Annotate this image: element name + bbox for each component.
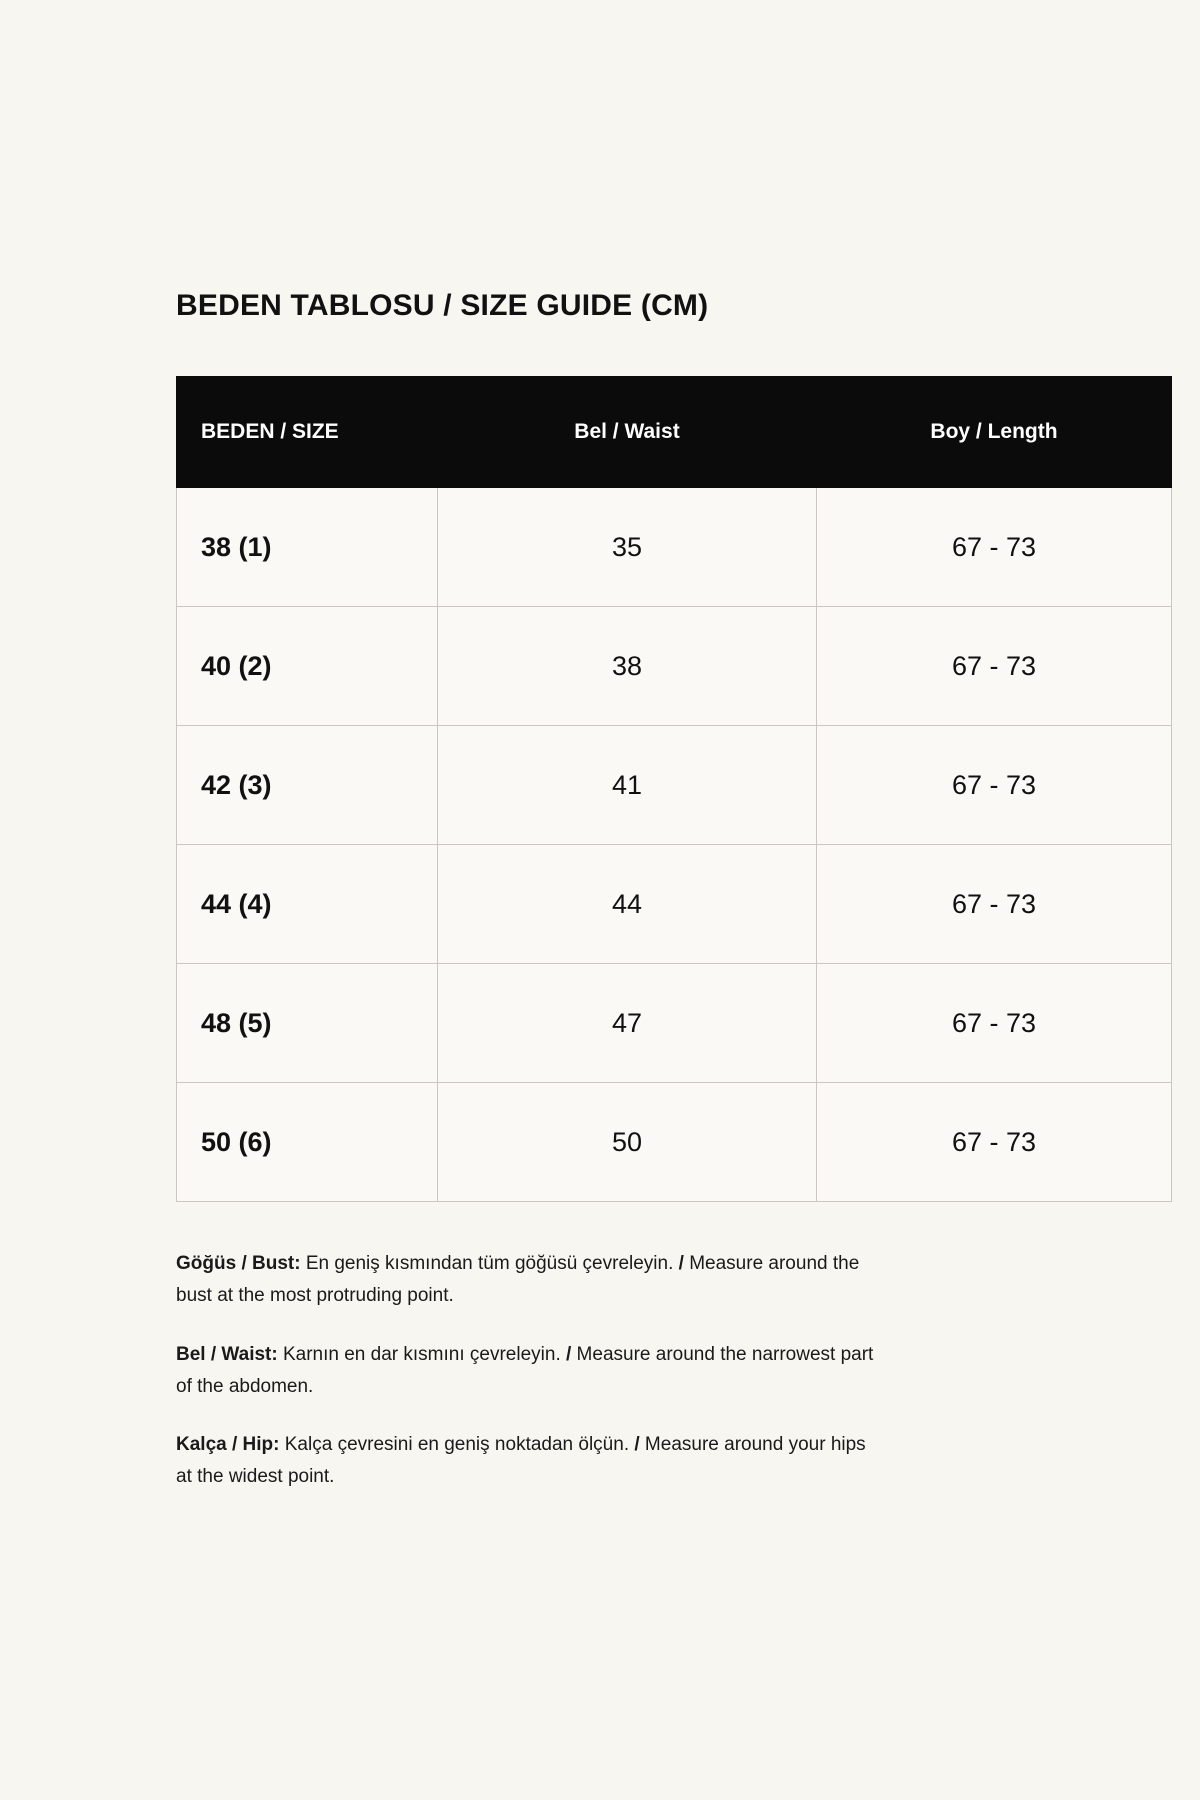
cell-size: 48 (5) — [177, 964, 438, 1083]
table-row — [177, 845, 1172, 964]
cell-length: 67 - 73 — [817, 1083, 1172, 1202]
note-hip-separator: / — [634, 1434, 640, 1456]
note-bust — [176, 1248, 876, 1313]
cell-waist: 41 — [438, 726, 817, 845]
cell-size: 50 (6) — [177, 1083, 438, 1202]
cell-waist: 50 — [438, 1083, 817, 1202]
cell-length: 67 - 73 — [817, 845, 1172, 964]
cell-size: 44 (4) — [177, 845, 438, 964]
cell-waist: 47 — [438, 964, 817, 1083]
table-row — [177, 964, 1172, 1083]
cell-waist: 38 — [438, 607, 817, 726]
note-bust-term: Göğüs / Bust: — [176, 1253, 301, 1274]
note-hip — [176, 1429, 876, 1494]
measurement-notes — [176, 1248, 876, 1494]
content-container — [176, 288, 1058, 1494]
size-table-body — [177, 488, 1172, 1202]
cell-size: 38 (1) — [177, 488, 438, 607]
note-bust-tr: En geniş kısmından tüm göğüsü çevreleyin. — [300, 1253, 679, 1274]
column-header-length: Boy / Length — [817, 377, 1172, 488]
note-bust-en: Measure around the bust at the most protruding point. — [176, 1253, 860, 1307]
note-hip-tr: Kalça çevresini en geniş noktadan ölçün. — [279, 1434, 635, 1456]
size-table — [176, 376, 1172, 1202]
note-bust-separator: / — [678, 1253, 684, 1274]
note-hip-en: Measure around your hips at the widest point. — [176, 1434, 866, 1488]
note-waist-tr: Karnın en dar kısmını çevreleyin. — [277, 1343, 566, 1365]
cell-length: 67 - 73 — [817, 964, 1172, 1083]
note-waist-term: Bel / Waist: — [176, 1343, 278, 1365]
cell-length: 67 - 73 — [817, 488, 1172, 607]
cell-size: 40 (2) — [177, 607, 438, 726]
table-row — [177, 607, 1172, 726]
cell-waist: 44 — [438, 845, 817, 964]
page-title: BEDEN TABLOSU / SIZE GUIDE (CM) — [176, 289, 709, 322]
cell-length: 67 - 73 — [817, 607, 1172, 726]
column-header-waist: Bel / Waist — [438, 377, 817, 488]
size-table-head — [177, 377, 1172, 488]
table-row — [177, 488, 1172, 607]
note-hip-term: Kalça / Hip: — [176, 1434, 280, 1456]
table-row — [177, 726, 1172, 845]
cell-size: 42 (3) — [177, 726, 438, 845]
table-header-row — [177, 377, 1172, 488]
cell-waist: 35 — [438, 488, 817, 607]
cell-length: 67 - 73 — [817, 726, 1172, 845]
note-waist — [176, 1339, 876, 1404]
column-header-size: BEDEN / SIZE — [177, 377, 438, 488]
table-row — [177, 1083, 1172, 1202]
note-waist-en: Measure around the narrowest part of the abdomen. — [176, 1343, 874, 1397]
note-waist-separator: / — [566, 1343, 572, 1365]
